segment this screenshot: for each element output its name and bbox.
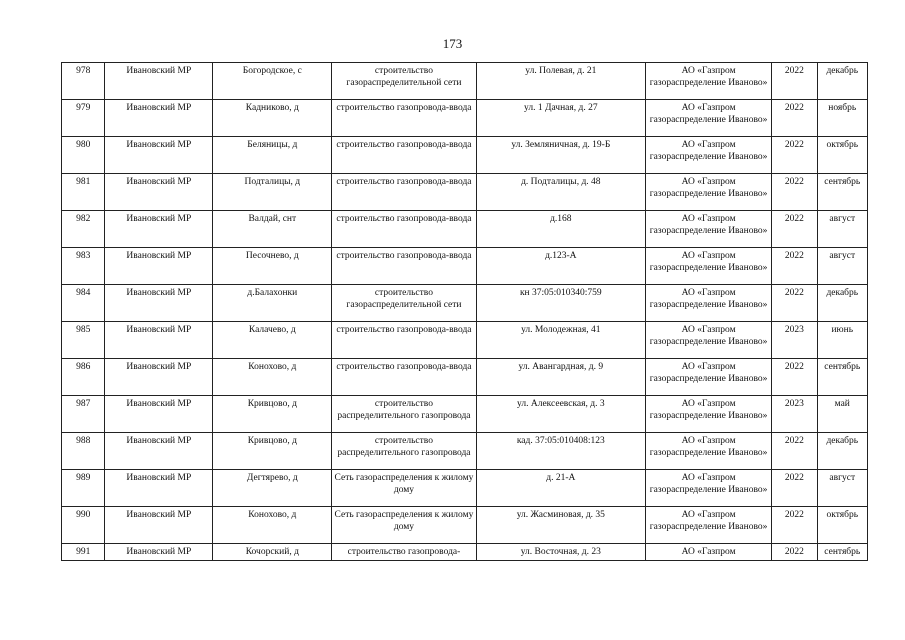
settlement-cell: Песочнево, д: [213, 248, 332, 285]
settlement-cell: Кадниково, д: [213, 100, 332, 137]
district-cell: Ивановский МР: [105, 285, 213, 322]
year-cell: 2022: [772, 470, 817, 507]
address-cell: д. 21-А: [476, 470, 645, 507]
row-number: 987: [62, 396, 105, 433]
settlement-cell: Дегтярево, д: [213, 470, 332, 507]
organization-cell: АО «Газпром газораспределение Иваново»: [646, 211, 772, 248]
organization-cell: АО «Газпром газораспределение Иваново»: [646, 248, 772, 285]
month-cell: октябрь: [817, 507, 867, 544]
organization-cell: АО «Газпром газораспределение Иваново»: [646, 174, 772, 211]
year-cell: 2022: [772, 211, 817, 248]
row-number: 984: [62, 285, 105, 322]
district-cell: Ивановский МР: [105, 544, 213, 561]
row-number: 991: [62, 544, 105, 561]
district-cell: Ивановский МР: [105, 359, 213, 396]
table-row: [62, 396, 868, 433]
year-cell: 2023: [772, 322, 817, 359]
district-cell: Ивановский МР: [105, 63, 213, 100]
organization-cell: АО «Газпром газораспределение Иваново»: [646, 433, 772, 470]
month-cell: ноябрь: [817, 100, 867, 137]
row-number: 983: [62, 248, 105, 285]
organization-cell: АО «Газпром газораспределение Иваново»: [646, 285, 772, 322]
district-cell: Ивановский МР: [105, 396, 213, 433]
organization-cell: АО «Газпром газораспределение Иваново»: [646, 322, 772, 359]
year-cell: 2022: [772, 544, 817, 561]
settlement-cell: Кривцово, д: [213, 396, 332, 433]
row-number: 989: [62, 470, 105, 507]
table-row: [62, 507, 868, 544]
organization-cell: АО «Газпром газораспределение Иваново»: [646, 507, 772, 544]
year-cell: 2022: [772, 359, 817, 396]
table-row: [62, 285, 868, 322]
year-cell: 2022: [772, 174, 817, 211]
work-type-cell: Сеть газораспределения к жилому дому: [332, 507, 476, 544]
address-cell: кн 37:05:010340:759: [476, 285, 645, 322]
address-cell: ул. Земляничная, д. 19-Б: [476, 137, 645, 174]
organization-cell: АО «Газпром газораспределение Иваново»: [646, 359, 772, 396]
table-row: [62, 63, 868, 100]
page-number: 173: [442, 36, 463, 51]
settlement-cell: д.Балахонки: [213, 285, 332, 322]
address-cell: ул. Молодежная, 41: [476, 322, 645, 359]
table-row: [62, 470, 868, 507]
work-type-cell: строительство газопровода-ввода: [332, 174, 476, 211]
year-cell: 2023: [772, 396, 817, 433]
organization-cell: АО «Газпром газораспределение Иваново»: [646, 100, 772, 137]
district-cell: Ивановский МР: [105, 322, 213, 359]
month-cell: декабрь: [817, 433, 867, 470]
address-cell: ул. Алексеевская, д. 3: [476, 396, 645, 433]
work-type-cell: строительство газораспределительной сети: [332, 63, 476, 100]
address-cell: кад. 37:05:010408:123: [476, 433, 645, 470]
organization-cell: АО «Газпром: [646, 544, 772, 561]
work-type-cell: строительство газопровода-ввода: [332, 248, 476, 285]
table-row: [62, 433, 868, 470]
gas-connection-table: [61, 62, 868, 561]
year-cell: 2022: [772, 63, 817, 100]
year-cell: 2022: [772, 285, 817, 322]
settlement-cell: Беляницы, д: [213, 137, 332, 174]
work-type-cell: строительство распределительного газопровода: [332, 433, 476, 470]
month-cell: декабрь: [817, 285, 867, 322]
organization-cell: АО «Газпром газораспределение Иваново»: [646, 137, 772, 174]
month-cell: октябрь: [817, 137, 867, 174]
row-number: 982: [62, 211, 105, 248]
row-number: 979: [62, 100, 105, 137]
table-row: [62, 359, 868, 396]
organization-cell: АО «Газпром газораспределение Иваново»: [646, 63, 772, 100]
month-cell: сентябрь: [817, 359, 867, 396]
work-type-cell: строительство распределительного газопровода: [332, 396, 476, 433]
table-row: [62, 174, 868, 211]
month-cell: декабрь: [817, 63, 867, 100]
address-cell: д.168: [476, 211, 645, 248]
table-row: [62, 248, 868, 285]
district-cell: Ивановский МР: [105, 433, 213, 470]
month-cell: август: [817, 248, 867, 285]
month-cell: сентябрь: [817, 544, 867, 561]
work-type-cell: строительство газопровода-ввода: [332, 322, 476, 359]
table-row: [62, 100, 868, 137]
address-cell: ул. Жасминовая, д. 35: [476, 507, 645, 544]
row-number: 981: [62, 174, 105, 211]
table-row: [62, 322, 868, 359]
settlement-cell: Кривцово, д: [213, 433, 332, 470]
work-type-cell: Сеть газораспределения к жилому дому: [332, 470, 476, 507]
table-row: [62, 211, 868, 248]
row-number: 985: [62, 322, 105, 359]
settlement-cell: Валдай, снт: [213, 211, 332, 248]
row-number: 988: [62, 433, 105, 470]
row-number: 980: [62, 137, 105, 174]
organization-cell: АО «Газпром газораспределение Иваново»: [646, 470, 772, 507]
district-cell: Ивановский МР: [105, 100, 213, 137]
settlement-cell: Конохово, д: [213, 359, 332, 396]
settlement-cell: Подталицы, д: [213, 174, 332, 211]
district-cell: Ивановский МР: [105, 507, 213, 544]
work-type-cell: строительство газораспределительной сети: [332, 285, 476, 322]
organization-cell: АО «Газпром газораспределение Иваново»: [646, 396, 772, 433]
month-cell: август: [817, 470, 867, 507]
year-cell: 2022: [772, 248, 817, 285]
address-cell: ул. 1 Дачная, д. 27: [476, 100, 645, 137]
address-cell: ул. Авангардная, д. 9: [476, 359, 645, 396]
settlement-cell: Калачево, д: [213, 322, 332, 359]
address-cell: ул. Полевая, д. 21: [476, 63, 645, 100]
work-type-cell: строительство газопровода-ввода: [332, 137, 476, 174]
year-cell: 2022: [772, 507, 817, 544]
month-cell: май: [817, 396, 867, 433]
settlement-cell: Конохово, д: [213, 507, 332, 544]
settlement-cell: Богородское, с: [213, 63, 332, 100]
year-cell: 2022: [772, 433, 817, 470]
district-cell: Ивановский МР: [105, 174, 213, 211]
settlement-cell: Кочорский, д: [213, 544, 332, 561]
year-cell: 2022: [772, 100, 817, 137]
month-cell: август: [817, 211, 867, 248]
month-cell: июнь: [817, 322, 867, 359]
address-cell: ул. Восточная, д. 23: [476, 544, 645, 561]
table-row: [62, 544, 868, 561]
work-type-cell: строительство газопровода-ввода: [332, 100, 476, 137]
row-number: 978: [62, 63, 105, 100]
work-type-cell: строительство газопровода-ввода: [332, 359, 476, 396]
work-type-cell: строительство газопровода-: [332, 544, 476, 561]
row-number: 986: [62, 359, 105, 396]
district-cell: Ивановский МР: [105, 137, 213, 174]
row-number: 990: [62, 507, 105, 544]
district-cell: Ивановский МР: [105, 470, 213, 507]
address-cell: д.123-А: [476, 248, 645, 285]
work-type-cell: строительство газопровода-ввода: [332, 211, 476, 248]
address-cell: д. Подталицы, д. 48: [476, 174, 645, 211]
district-cell: Ивановский МР: [105, 248, 213, 285]
month-cell: сентябрь: [817, 174, 867, 211]
district-cell: Ивановский МР: [105, 211, 213, 248]
table-row: [62, 137, 868, 174]
year-cell: 2022: [772, 137, 817, 174]
